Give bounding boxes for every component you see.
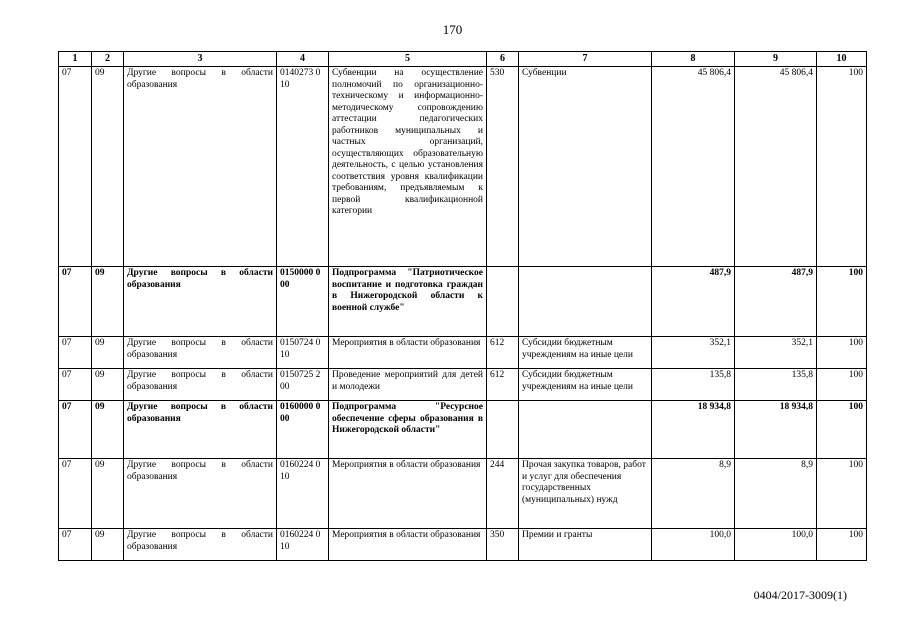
column-header: 8 <box>652 52 735 67</box>
planned-amount-cell: 100,0 <box>652 529 735 561</box>
article-name-cell: Проведение мероприятий для детей и молодежи <box>329 369 487 401</box>
table-row <box>59 369 867 401</box>
section-code-cell: 07 <box>59 529 92 561</box>
table-header-row <box>59 52 867 67</box>
subsection-code-cell: 09 <box>92 529 124 561</box>
planned-amount-cell: 8,9 <box>652 459 735 529</box>
section-name-cell: Другие вопросы в области образования <box>124 67 277 267</box>
percent-cell: 100 <box>817 459 867 529</box>
section-name-cell: Другие вопросы в области образования <box>124 401 277 459</box>
planned-amount-cell: 487,9 <box>652 267 735 337</box>
page-number: 170 <box>442 22 463 37</box>
article-name-cell: Мероприятия в области образования <box>329 337 487 369</box>
section-code-cell: 07 <box>59 401 92 459</box>
section-name-cell: Другие вопросы в области образования <box>124 369 277 401</box>
subsection-code-cell: 09 <box>92 67 124 267</box>
target-article-cell: 0160224 010 <box>277 459 329 529</box>
column-header: 4 <box>277 52 329 67</box>
actual-amount-cell: 487,9 <box>735 267 817 337</box>
expense-type-name-cell: Субсидии бюджетным учреждениям на иные цели <box>519 369 652 401</box>
column-header: 5 <box>329 52 487 67</box>
expense-type-name-cell <box>519 267 652 337</box>
planned-amount-cell: 18 934,8 <box>652 401 735 459</box>
target-article-cell: 0160224 010 <box>277 529 329 561</box>
percent-cell: 100 <box>817 529 867 561</box>
article-name-cell: Подпрограмма "Патриотическое воспитание и подготовка граждан в Нижегородской области к военной службе" <box>329 267 487 337</box>
actual-amount-cell: 100,0 <box>735 529 817 561</box>
planned-amount-cell: 135,8 <box>652 369 735 401</box>
subsection-code-cell: 09 <box>92 267 124 337</box>
column-header: 7 <box>519 52 652 67</box>
section-name-cell: Другие вопросы в области образования <box>124 267 277 337</box>
target-article-cell: 0150000 000 <box>277 267 329 337</box>
table-row <box>59 67 867 267</box>
percent-cell: 100 <box>817 67 867 267</box>
document-code: 0404/2017-3009(1) <box>753 588 847 602</box>
section-code-cell: 07 <box>59 459 92 529</box>
target-article-cell: 0150725 200 <box>277 369 329 401</box>
percent-cell: 100 <box>817 401 867 459</box>
column-header: 9 <box>735 52 817 67</box>
expense-type-code-cell: 612 <box>487 337 519 369</box>
column-header: 3 <box>124 52 277 67</box>
table-row <box>59 267 867 337</box>
article-name-cell: Субвенции на осуществление полномочий по организационно-техническому и информационно-методическому сопровождению аттестации педагогических работников муниципальных и частных организаций, осуществляющих образовательную деятельность, с целью установления соответствия уровня квалификации требованиям, предъявляемым к первой квалификационной категории <box>329 67 487 267</box>
column-header: 6 <box>487 52 519 67</box>
article-name-cell: Мероприятия в области образования <box>329 529 487 561</box>
section-code-cell: 07 <box>59 369 92 401</box>
actual-amount-cell: 18 934,8 <box>735 401 817 459</box>
table-row <box>59 459 867 529</box>
percent-cell: 100 <box>817 369 867 401</box>
budget-table <box>58 51 867 561</box>
percent-cell: 100 <box>817 337 867 369</box>
target-article-cell: 0150724 010 <box>277 337 329 369</box>
expense-type-code-cell: 244 <box>487 459 519 529</box>
expense-type-code-cell: 350 <box>487 529 519 561</box>
subsection-code-cell: 09 <box>92 337 124 369</box>
percent-cell: 100 <box>817 267 867 337</box>
section-code-cell: 07 <box>59 337 92 369</box>
actual-amount-cell: 352,1 <box>735 337 817 369</box>
subsection-code-cell: 09 <box>92 369 124 401</box>
actual-amount-cell: 8,9 <box>735 459 817 529</box>
expense-type-name-cell: Премии и гранты <box>519 529 652 561</box>
subsection-code-cell: 09 <box>92 401 124 459</box>
section-code-cell: 07 <box>59 67 92 267</box>
article-name-cell: Мероприятия в области образования <box>329 459 487 529</box>
table-row <box>59 337 867 369</box>
section-name-cell: Другие вопросы в области образования <box>124 529 277 561</box>
column-header: 2 <box>92 52 124 67</box>
target-article-cell: 0140273 010 <box>277 67 329 267</box>
target-article-cell: 0160000 000 <box>277 401 329 459</box>
article-name-cell: Подпрограмма "Ресурсное обеспечение сферы образования в Нижегородской области" <box>329 401 487 459</box>
planned-amount-cell: 45 806,4 <box>652 67 735 267</box>
expense-type-name-cell: Прочая закупка товаров, работ и услуг для обеспечения государственных (муниципальных) нужд <box>519 459 652 529</box>
section-name-cell: Другие вопросы в области образования <box>124 337 277 369</box>
column-header: 1 <box>59 52 92 67</box>
expense-type-code-cell <box>487 267 519 337</box>
expense-type-code-cell: 612 <box>487 369 519 401</box>
column-header: 10 <box>817 52 867 67</box>
actual-amount-cell: 45 806,4 <box>735 67 817 267</box>
expense-type-name-cell: Субсидии бюджетным учреждениям на иные цели <box>519 337 652 369</box>
table-row <box>59 401 867 459</box>
expense-type-code-cell <box>487 401 519 459</box>
section-name-cell: Другие вопросы в области образования <box>124 459 277 529</box>
subsection-code-cell: 09 <box>92 459 124 529</box>
section-code-cell: 07 <box>59 267 92 337</box>
expense-type-name-cell <box>519 401 652 459</box>
expense-type-code-cell: 530 <box>487 67 519 267</box>
planned-amount-cell: 352,1 <box>652 337 735 369</box>
actual-amount-cell: 135,8 <box>735 369 817 401</box>
expense-type-name-cell: Субвенции <box>519 67 652 267</box>
table-row <box>59 529 867 561</box>
